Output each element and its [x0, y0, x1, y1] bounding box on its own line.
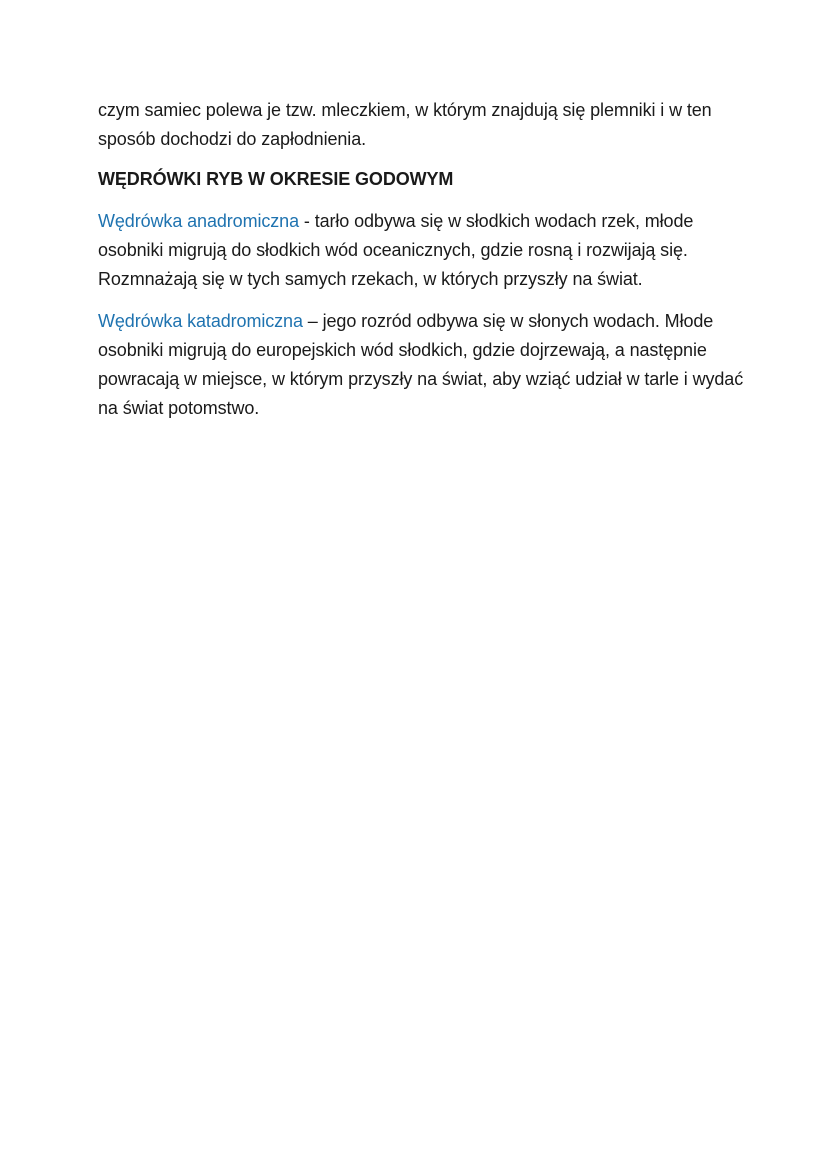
anadromous-term: Wędrówka anadromiczna	[98, 211, 299, 231]
anadromous-paragraph	[98, 207, 748, 294]
catadromous-description: – jego rozród odbywa się w słonych wodach. Młode osobniki migrują do europejskich wód słodkich, gdzie dojrzewają, a następnie powracają w miejsce, w którym przyszły na świat, aby wziąć udział w tarle i wydać na świat potomstwo.	[98, 311, 744, 418]
intro-paragraph: czym samiec polewa je tzw. mleczkiem, w którym znajdują się plemniki i w ten sposób dochodzi do zapłodnienia.	[98, 100, 712, 149]
document-page	[98, 96, 748, 423]
section-heading: WĘDRÓWKI RYB W OKRESIE GODOWYM	[98, 169, 454, 189]
catadromous-term: Wędrówka katadromiczna	[98, 311, 303, 331]
catadromous-paragraph	[98, 307, 748, 423]
anadromous-description: - tarło odbywa się w słodkich wodach rzek, młode osobniki migrują do słodkich wód oceanicznych, gdzie rosną i rozwijają się. Rozmnażają się w tych samych rzekach, w których przyszły na świat.	[98, 211, 694, 289]
